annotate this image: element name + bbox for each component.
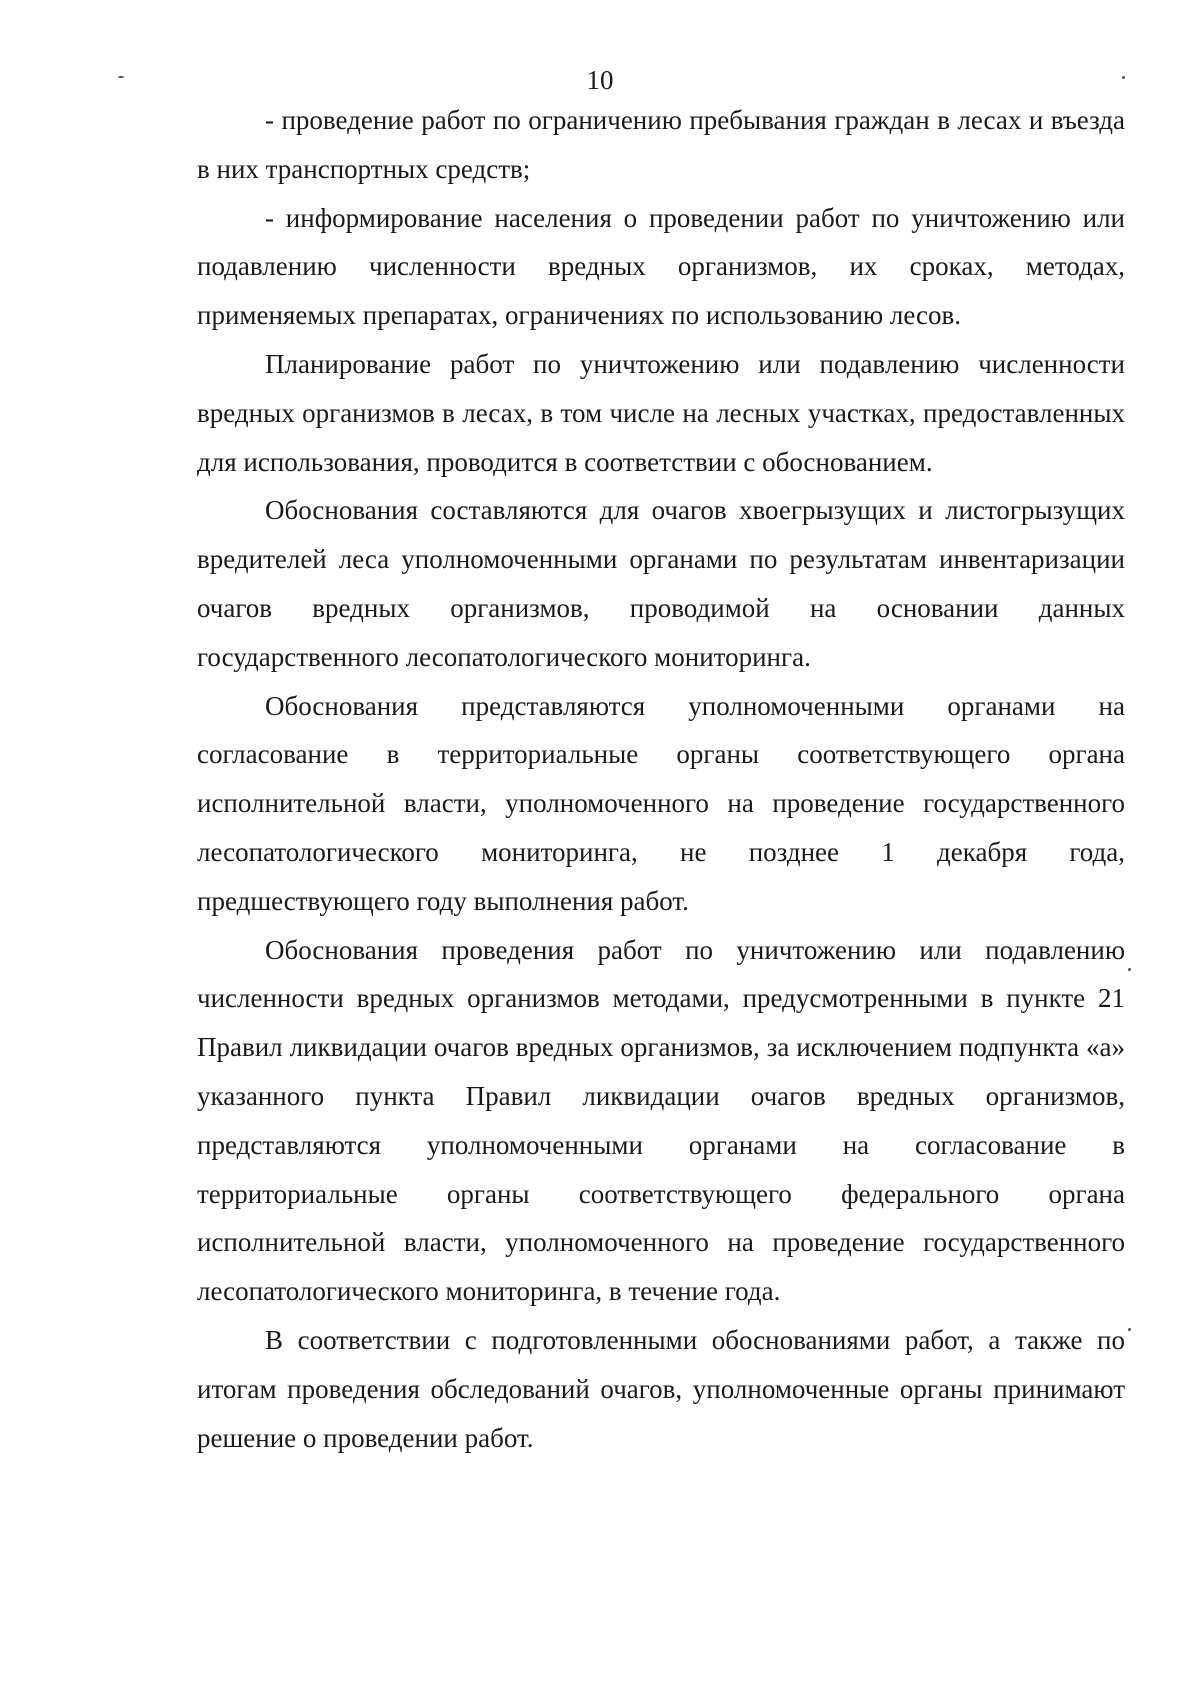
paragraph: Обоснования составляются для очагов хвоегрызущих и листогрызущих вредителей леса уполномоченными органами по результатам инвентаризации очагов вредных организмов, проводимой на основании данных государственного лесопатологического мониторинга.: [197, 495, 1125, 672]
paragraph: - информирование населения о проведении работ по уничтожению или подавлению численности вредных организмов, их сроках, методах, применяемых препаратах, ограничениях по использованию лесов.: [197, 202, 1125, 331]
scan-speck: [1128, 968, 1131, 971]
paragraph: В соответствии с подготовленными обоснованиями работ, а также по итогам проведения обследований очагов, уполномоченные органы принимают решение о проведении работ.: [197, 1324, 1125, 1453]
scan-speck: [1122, 76, 1125, 79]
paragraph: Планирование работ по уничтожению или подавлению численности вредных организмов в лесах, в том числе на лесных участках, предоставленных для использования, проводится в соответствии с обоснованием.: [197, 348, 1125, 477]
document-body: [197, 96, 1125, 1462]
paragraph: Обоснования представляются уполномоченными органами на согласование в территориальные органы соответствующего органа исполнительной власти, уполномоченного на проведение государственного лесопатологического мониторинга, не позднее 1 декабря года, предшествующего году выполнения работ.: [197, 690, 1125, 916]
paragraph: Обоснования проведения работ по уничтожению или подавлению численности вредных организмов методами, предусмотренными в пункте 21 Правил ликвидации очагов вредных организмов, за исключением подпункта «а» указанного пункта Правил ликвидации очагов вредных организмов, представляются уполномоченными органами на согласование в территориальные органы соответствующего федерального органа исполнительной власти, уполномоченного на проведение государственного лесопатологического мониторинга, в течение года.: [197, 934, 1125, 1307]
page-number: 10: [586, 65, 614, 95]
scan-speck: [1128, 1328, 1131, 1331]
scan-speck: [118, 76, 124, 78]
paragraph: - проведение работ по ограничению пребывания граждан в лесах и въезда в них транспортных средств;: [197, 105, 1125, 184]
